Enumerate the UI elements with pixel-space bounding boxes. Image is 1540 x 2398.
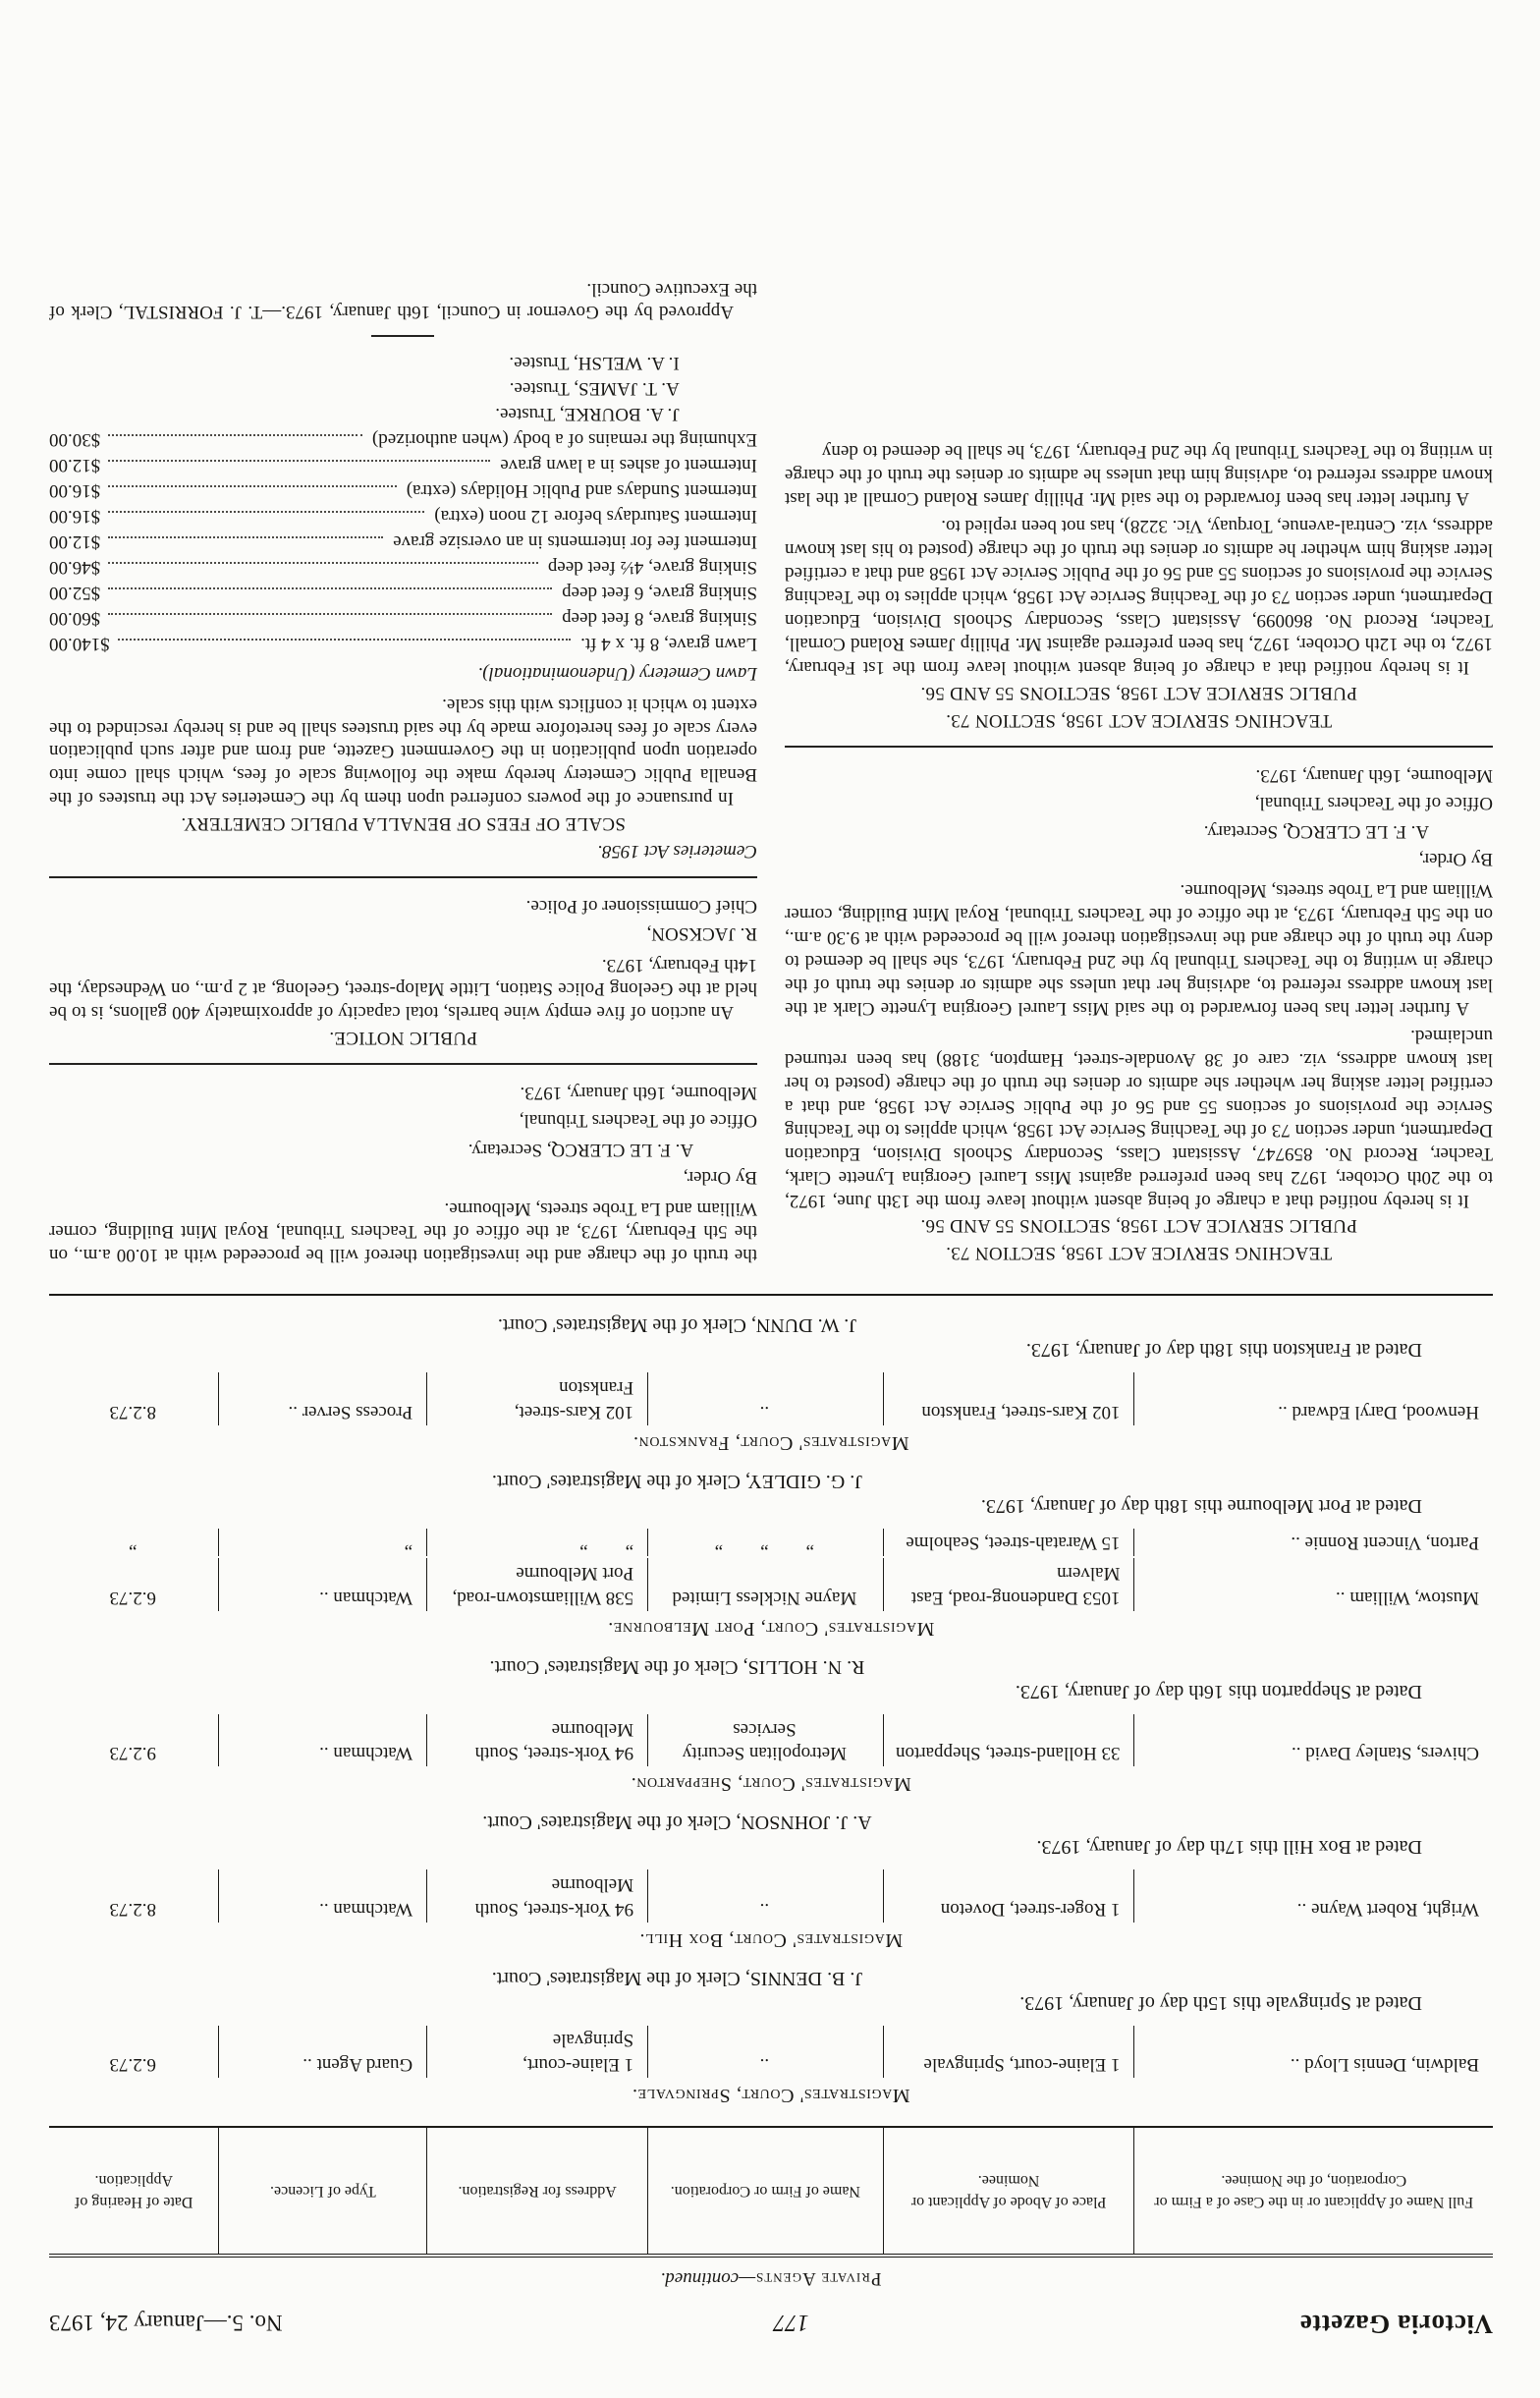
fee-label: Sinking grave, 6 feet deep bbox=[562, 582, 757, 603]
section-divider bbox=[49, 1063, 757, 1065]
dotted-leader bbox=[108, 536, 383, 538]
notice-continuation-paragraph: the truth of the charge and the investigation thereof will be proceeded with at 10.00 a.m., on the 5th February, 1973, at the office of the Teachers Tribunal, Royal Mint Building, corner William and La Trobe streets, Melbourne. bbox=[49, 1198, 757, 1266]
running-head bbox=[49, 2309, 1493, 2339]
fee-item bbox=[49, 555, 757, 579]
column-header-address: Address for Registration. bbox=[427, 2128, 648, 2254]
fee-label: Interment of ashes in a lawn grave bbox=[500, 455, 757, 476]
dotted-leader bbox=[108, 613, 552, 615]
fee-amount: $12.00 bbox=[49, 455, 101, 476]
cell-address: ” ” bbox=[427, 1529, 648, 1557]
table-row bbox=[49, 1559, 1493, 1611]
cell-name: Mustow, William .. bbox=[1336, 1587, 1479, 1608]
clerk-signature: J. G. GIDLEY, Clerk of the Magistrates' Court. bbox=[491, 1470, 862, 1492]
table-section-title bbox=[49, 2267, 1493, 2289]
cell-date: 6.2.73 bbox=[49, 1559, 219, 1611]
trustee-signature: A. T. JAMES, Trustee. bbox=[509, 378, 680, 400]
cell-licence: Watchman .. bbox=[220, 1559, 428, 1611]
public-notice-paragraph: An auction of five empty wine barrels, total capacity of approximately 400 gallons, is to be held at the Geelong Police Station, Little Malop-street, Geelong, at 2 p.m., on Wednesday, the 14th February, 1973. bbox=[49, 955, 757, 1023]
fee-item bbox=[49, 478, 757, 502]
private-agents-table bbox=[49, 1294, 1493, 2258]
dotted-leader bbox=[108, 434, 362, 436]
fee-label: Lawn grave, 8 ft. x 4 ft. bbox=[580, 633, 757, 654]
cell-address: 102 Kars-street, Frankston bbox=[427, 1372, 648, 1424]
left-column bbox=[785, 273, 1493, 1269]
fee-amount: $46.00 bbox=[49, 556, 101, 578]
office-date-line: Melbourne, 16th January, 1973. bbox=[1255, 764, 1493, 786]
scale-of-fees-heading: SCALE OF FEES OF BENALLA PUBLIC CEMETERY. bbox=[181, 813, 626, 835]
cell-name: Henwood, Daryl Edward .. bbox=[1278, 1401, 1479, 1422]
cell-date: 6.2.73 bbox=[49, 2026, 219, 2078]
section-title-continued: —continued. bbox=[660, 2268, 756, 2289]
table-row bbox=[49, 1869, 1493, 1922]
court-heading-box-hill: Magistrates' Court, Box Hill. bbox=[638, 1928, 904, 1951]
cell-address: 94 York-street, South Melbourne bbox=[427, 1869, 648, 1922]
cell-abode: 102 Kars-street, Frankston bbox=[884, 1372, 1135, 1424]
fee-item bbox=[49, 606, 757, 630]
clerk-signature: J. B. DENNIS, Clerk of the Magistrates' Court. bbox=[491, 1967, 863, 1989]
office-line: Office of the Teachers Tribunal, bbox=[519, 1109, 757, 1131]
notice-heading: TEACHING SERVICE ACT 1958, SECTION 73. bbox=[945, 1243, 1333, 1264]
dotted-leader bbox=[108, 460, 490, 462]
act-reference: Cemeteries Act 1958. bbox=[597, 841, 757, 863]
fee-amount: $140.00 bbox=[49, 633, 110, 654]
court-heading-springvale: Magistrates' Court, Springvale. bbox=[632, 2085, 910, 2106]
dotted-leader bbox=[118, 639, 571, 641]
by-order-line: By Order, bbox=[1418, 849, 1493, 870]
dotted-leader bbox=[108, 511, 424, 513]
police-signature-name: R. JACKSON, bbox=[646, 923, 757, 945]
issue-date: No. 5.—January 24, 1973 bbox=[49, 2311, 283, 2335]
journal-title: Victoria Gazette bbox=[1299, 2310, 1493, 2339]
cell-firm: .. bbox=[648, 1869, 884, 1922]
notice-paragraph: A further letter has been forwarded to the said Miss Laurel Georgina Lynette Clark at the last known address referred to, advising her that unless she admits or denies the truth of the charge in writing to the Teachers Tribunal by the 2nd February, 1973, she shall be deemed to deny the truth of the charge and the investigation thereof will be proceeded with at 9.30 a.m., on the 5th February, 1973, at the office of the Teachers Tribunal, Royal Mint Building, corner William and La Trobe streets, Melbourne. bbox=[785, 880, 1493, 1020]
trustee-signature: J. A. BOURKE, Trustee. bbox=[495, 404, 680, 425]
fee-item bbox=[49, 453, 757, 476]
fee-label: Exhuming the remains of a body (when authorized) bbox=[371, 429, 757, 451]
notice-heading: TEACHING SERVICE ACT 1958, SECTION 73. bbox=[945, 709, 1333, 731]
dated-line: Dated at Shepparton this 16th day of January, 1973. bbox=[1015, 1680, 1422, 1702]
fee-item bbox=[49, 581, 757, 604]
police-signature-title: Chief Commissioner of Police. bbox=[525, 896, 757, 918]
secretary-signature: A. F. LE CLERCQ, Secretary. bbox=[468, 1139, 694, 1160]
approval-paragraph: Approved by the Governor in Council, 16th January, 1973.—T. J. FORRISTAL, Clerk of the Executive Council. bbox=[49, 278, 757, 323]
table-row bbox=[49, 1714, 1493, 1766]
page-number: 177 bbox=[773, 2310, 809, 2335]
notices-two-columns bbox=[49, 273, 1493, 1269]
cell-date: 8.2.73 bbox=[49, 1372, 219, 1424]
cell-licence: Watchman .. bbox=[220, 1714, 428, 1766]
dotted-leader bbox=[108, 587, 552, 589]
dotted-leader bbox=[108, 562, 538, 564]
column-header-abode: Place of Abode of Applicant or Nominee. bbox=[884, 2128, 1135, 2254]
trustee-signature: I. A. WELSH, Trustee. bbox=[509, 353, 680, 374]
section-divider bbox=[49, 876, 757, 878]
dated-line: Dated at Frankston this 18th day of January, 1973. bbox=[1025, 1339, 1422, 1362]
cell-date: ” bbox=[49, 1529, 219, 1557]
office-date-line: Melbourne, 16th January, 1973. bbox=[520, 1082, 757, 1103]
cell-abode: 1053 Dandenong-road, East Malvern bbox=[884, 1559, 1135, 1611]
fee-item bbox=[49, 504, 757, 528]
fee-label: Sinking grave, 4½ feet deep bbox=[547, 556, 757, 578]
fee-item bbox=[49, 632, 757, 655]
cell-abode: 15 Waratah-street, Seaholme bbox=[884, 1529, 1135, 1557]
notice-paragraph: A further letter has been forwarded to the said Mr. Phillip James Roland Cornall at the last known address referred to, advising him that unless he admits or denies the truth of the charge in writing to the Teachers Tribunal by the 2nd February, 1973, he shall be deemed to deny bbox=[785, 441, 1493, 510]
fee-label: Interment Sundays and Public Holidays (extra) bbox=[406, 480, 757, 502]
notice-heading: PUBLIC SERVICE ACT 1958, SECTIONS 55 AND 56. bbox=[920, 682, 1357, 703]
fee-amount: $16.00 bbox=[49, 506, 101, 528]
cell-date: 9.2.73 bbox=[49, 1714, 219, 1766]
secretary-signature: A. F. LE CLERCQ, Secretary. bbox=[1203, 821, 1430, 843]
cell-abode: 1 Roger-street, Doveton bbox=[884, 1869, 1135, 1922]
cell-name: Parton, Vincent Ronnie .. bbox=[1291, 1533, 1479, 1554]
table-row bbox=[49, 1529, 1493, 1557]
column-header-licence: Type of Licence. bbox=[220, 2128, 428, 2254]
fee-amount: $30.00 bbox=[49, 429, 101, 451]
fee-label: Interment fee for interments in an oversize grave bbox=[393, 531, 757, 552]
cell-address: 538 Williamstown-road, Port Melbourne bbox=[427, 1559, 648, 1611]
court-heading-frankston: Magistrates' Court, Frankston. bbox=[632, 1431, 909, 1454]
cell-date: 8.2.73 bbox=[49, 1869, 219, 1922]
cell-firm: .. bbox=[648, 2026, 884, 2078]
dated-line: Dated at Box Hill this 17th day of January, 1973. bbox=[1036, 1836, 1422, 1859]
fee-amount: $12.00 bbox=[49, 531, 101, 552]
column-header-hearing-date: Date of Hearing of Application. bbox=[49, 2128, 219, 2254]
fee-item bbox=[49, 427, 757, 451]
table-row bbox=[49, 2026, 1493, 2078]
table-header-row bbox=[49, 2126, 1493, 2254]
fee-label: Sinking grave, 8 feet deep bbox=[562, 607, 757, 629]
cell-name: Baldwin, Dennis Lloyd .. bbox=[1290, 2054, 1479, 2075]
cell-licence: Process Server .. bbox=[220, 1372, 428, 1424]
short-divider bbox=[372, 336, 435, 338]
fee-amount: $16.00 bbox=[49, 480, 101, 502]
cell-address: 94 York-street, South Melbourne bbox=[427, 1714, 648, 1766]
right-column bbox=[49, 273, 757, 1269]
cell-licence: Guard Agent .. bbox=[220, 2026, 428, 2078]
cell-licence: Watchman .. bbox=[220, 1869, 428, 1922]
office-line: Office of the Teachers Tribunal, bbox=[1254, 792, 1493, 813]
notice-heading: PUBLIC SERVICE ACT 1958, SECTIONS 55 AND 56. bbox=[920, 1215, 1357, 1237]
clerk-signature: J. W. DUNN, Clerk of the Magistrates' Court. bbox=[497, 1314, 857, 1337]
clerk-signature: A. J. JOHNSON, Clerk of the Magistrates' Court. bbox=[482, 1812, 872, 1834]
table-row bbox=[49, 1372, 1493, 1424]
cemetery-paragraph: In pursuance of the powers conferred upon them by the Cemeteries Act the trustees of the Benalla Public Cemetery hereby make the following scale of fees, which shall come into operation upon publication in the Government Gazette, and from and after such publication every scale of fees heretofore made by the said trustees shall be and is hereby rescinded to the extent to which it conflicts with this scale. bbox=[49, 694, 757, 809]
public-notice-heading: PUBLIC NOTICE. bbox=[329, 1027, 477, 1048]
cell-abode: 33 Holland-street, Shepparton bbox=[884, 1714, 1135, 1766]
cell-firm: Metropolitan Security Services bbox=[648, 1714, 884, 1766]
cell-licence: ” bbox=[220, 1529, 428, 1557]
lawn-cemetery-subheading: Lawn Cemetery (Undenominational). bbox=[477, 662, 757, 684]
table-body bbox=[49, 1296, 1493, 2126]
cell-firm: Mayne Nickless Limited bbox=[648, 1559, 884, 1611]
fee-amount: $60.00 bbox=[49, 607, 101, 629]
fee-label: Interment Saturdays before 12 noon (extra) bbox=[434, 506, 757, 528]
clerk-signature: R. N. HOLLIS, Clerk of the Magistrates' Court. bbox=[489, 1655, 865, 1678]
cell-abode: 1 Elaine-court, Springvale bbox=[884, 2026, 1135, 2078]
section-divider bbox=[785, 746, 1493, 748]
by-order-line: By Order, bbox=[683, 1166, 757, 1188]
court-heading-port-melbourne: Magistrates' Court, Port Melbourne. bbox=[607, 1617, 935, 1640]
fee-item bbox=[49, 530, 757, 553]
notice-paragraph: It is hereby notified that a charge of being absent without leave from the 13th June, 1972, to the 20th October, 1972 has been preferred against Miss Laurel Georgina Lynette Clark, Teacher, Record No. 859747, Assistant Class, Secondary Schools Division, Education Department, under section 73 of the Teaching Service Act 1958, which applies to the Teaching Service the provisions of sections 55 and 56 of the Public Service Act 1958, and that a certified letter asking her whether she admits or denies the truth of the charge (posted to her last known address, viz. care of 38 Avondale-street, Hampton, 3188) has been returned unclaimed. bbox=[785, 1026, 1493, 1211]
section-title-text: Private Agents bbox=[755, 2268, 882, 2289]
column-header-firm: Name of Firm or Corporation. bbox=[648, 2128, 884, 2254]
dotted-leader bbox=[108, 485, 397, 487]
fee-amount: $52.00 bbox=[49, 582, 101, 603]
court-heading-shepparton: Magistrates' Court, Shepparton. bbox=[631, 1773, 911, 1796]
cell-firm: .. bbox=[648, 1372, 884, 1424]
cell-address: 1 Elaine-court, Springvale bbox=[427, 2026, 648, 2078]
dated-line: Dated at Springvale this 15th day of January, 1973. bbox=[1019, 1991, 1422, 2014]
cell-name: Chivers, Stanley David .. bbox=[1291, 1743, 1479, 1764]
cell-firm: ” ” ” bbox=[648, 1529, 884, 1557]
cell-name: Wright, Robert Wayne .. bbox=[1296, 1898, 1479, 1920]
notice-paragraph: It is hereby notified that a charge of being absent without leave from the 1st February, 1972, to the 12th October, 1972, has been preferred against Mr. Phillip James Roland Cornall, Teacher, Record No. 860099, Assistant Class, Secondary Schools Division, Education Department, under section 73 of the Teaching Service Act 1958, which applies to the Teaching Service the provisions of sections 55 and 56 of the Public Service Act 1958 and that a certified letter asking him whether he admits or denies the truth of the charge (posted to his last known address, viz. Central-avenue, Torquay, Vic. 3228), has not been replied to. bbox=[785, 516, 1493, 678]
dated-line: Dated at Port Melbourne this 18th day of January, 1973. bbox=[980, 1494, 1422, 1517]
column-header-full-name: Full Name of Applicant or in the Case of a Firm or Corporation, of the Nominee. bbox=[1154, 2172, 1474, 2210]
